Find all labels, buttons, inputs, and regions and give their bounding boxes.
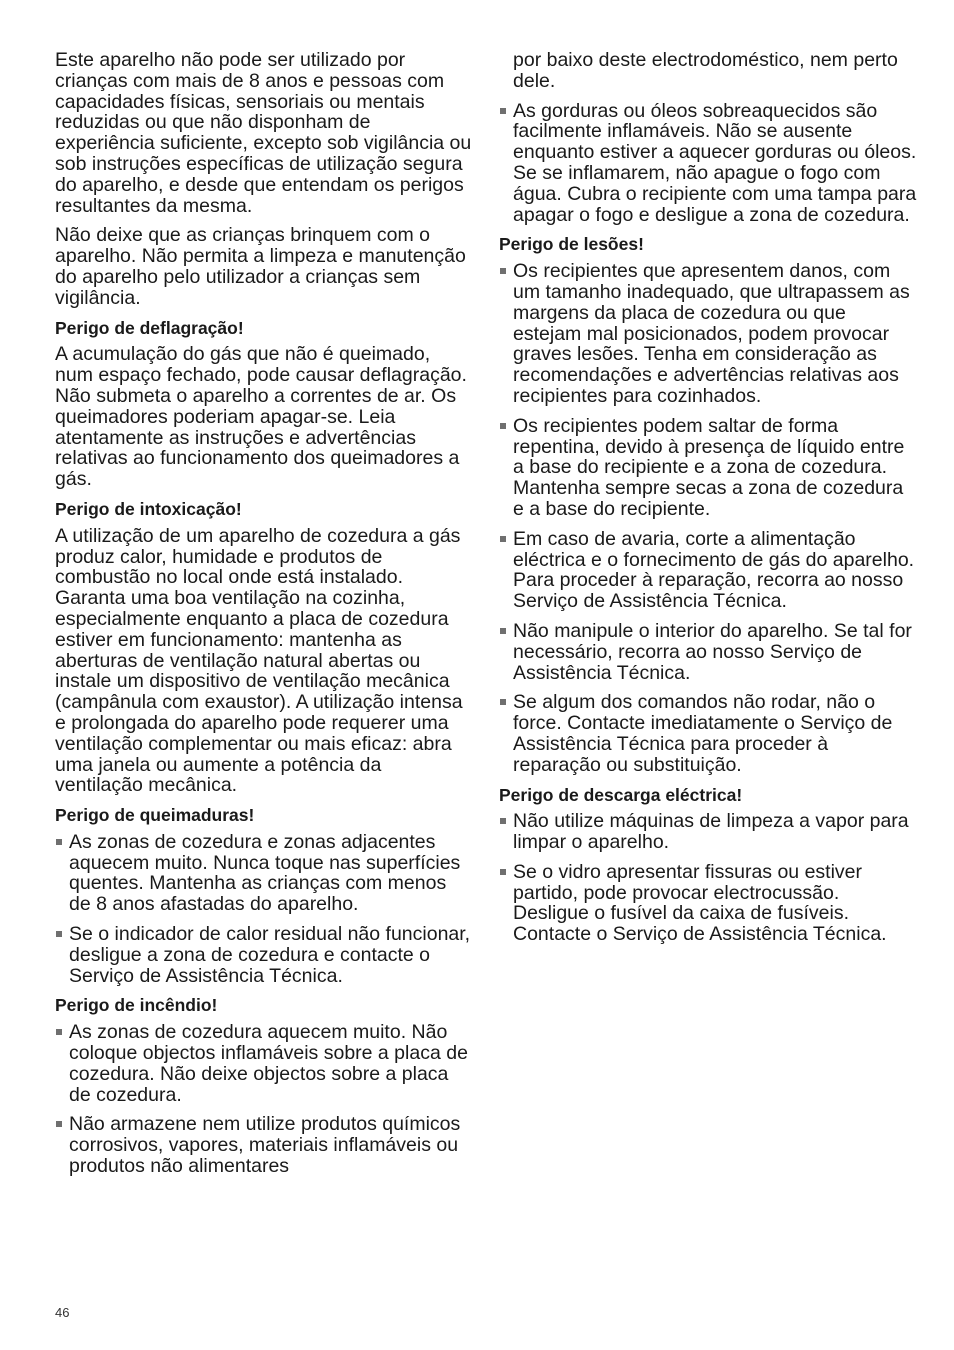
bullet-square-icon: [500, 536, 506, 542]
bullet-square-icon: [56, 1029, 62, 1035]
list-item-text: As gorduras ou óleos sobreaquecidos são facilmente inflamáveis. Não se ausente enquanto estiver a aquecer gorduras ou óleos. Se se inflamarem, não apague o fogo com água. Cubra o recipiente com uma tampa para apagar o fogo e desligue a zona de cozedura.: [513, 99, 917, 226]
bullet-square-icon: [500, 108, 506, 114]
list-item: [499, 862, 919, 945]
deflagracao-paragraph: A acumulação do gás que não é queimado, num espaço fechado, pode causar deflagração. Não submeta o aparelho a correntes de ar. Os queimadores poderiam apagar-se. Leia atentamente as instruções e advertências relativas ao funcionamento dos queimadores a gás.: [55, 343, 467, 491]
list-item: [55, 924, 473, 986]
list-item-text: Em caso de avaria, corte a alimentação eléctrica e o fornecimento de gás do aparelho. Para proceder à reparação, recorra ao nosso Serviço de Assistência Técnica.: [513, 527, 915, 613]
heading-deflagracao: Perigo de deflagração!: [55, 317, 244, 338]
right-column: [499, 50, 919, 954]
list-item: [499, 416, 919, 520]
list-item-text: Não manipule o interior do aparelho. Se tal for necessário, recorra ao nosso Serviço de Assistência Técnica.: [513, 619, 912, 684]
list-item: [55, 832, 473, 915]
bullet-square-icon: [500, 818, 506, 824]
heading-descarga-electrica: Perigo de descarga eléctrica!: [499, 784, 743, 805]
bullet-square-icon: [500, 699, 506, 705]
list-item: [499, 811, 919, 853]
bullet-square-icon: [500, 268, 506, 274]
list-item: [499, 621, 919, 683]
intro-paragraph: Este aparelho não pode ser utilizado por crianças com mais de 8 anos e pessoas com capacidades físicas, sensoriais ou mentais reduzidas ou que não disponham de experiência suficiente, excepto sob vigilância ou sob instruções específicas de utilização segura do aparelho, e desde que entendam os perigos resultantes da mesma.: [55, 49, 472, 217]
bullet-square-icon: [56, 1121, 62, 1127]
list-item: [499, 101, 919, 226]
bullet-square-icon: [500, 628, 506, 634]
list-item-text: Os recipientes que apresentem danos, com um tamanho inadequado, que ultrapassem as margens da placa de cozedura ou que estejam mal posicionados, podem provocar graves lesões. Tenha em consideração as recomendações e advertências relativas aos recipientes para cozinhados.: [513, 260, 910, 407]
list-item-text: Se o vidro apresentar fissuras ou estiver partido, pode provocar electrocussão. Desligue o fusível da caixa de fusíveis. Contacte o Serviço de Assistência Técnica.: [513, 860, 887, 946]
bullet-square-icon: [56, 839, 62, 845]
bullet-square-icon: [500, 423, 506, 429]
list-item-text: por baixo deste electrodoméstico, nem perto dele.: [513, 49, 898, 92]
intoxicacao-paragraph: A utilização de um aparelho de cozedura a gás produz calor, humidade e produtos de combustão no local onde está instalado. Garanta uma boa ventilação na cozinha, especialmente enquanto a placa de cozedura estiver em funcionamento: mantenha as aberturas de ventilação natural abertas ou instale um dispositivo de ventilação mecânica (campânula com exaustor). A utilização intensa e prolongada do aparelho pode requerer uma ventilação complementar ou mais eficaz: abra uma janela ou aumente a potência da ventilação mecânica.: [55, 524, 463, 797]
list-item-text: Não utilize máquinas de limpeza a vapor para limpar o aparelho.: [513, 810, 909, 854]
heading-queimaduras: Perigo de queimaduras!: [55, 805, 255, 826]
bullet-square-icon: [500, 869, 506, 875]
list-item-text: Se o indicador de calor residual não funcionar, desligue a zona de cozedura e contacte o Serviço de Assistência Técnica.: [69, 923, 471, 987]
list-item: [499, 692, 919, 775]
list-item-text: As zonas de cozedura aquecem muito. Não coloque objectos inflamáveis sobre a placa de cozedura. Não deixe objectos sobre a placa de cozedura.: [69, 1021, 468, 1106]
list-item-text: Os recipientes podem saltar de forma repentina, devido à presença de líquido entre a base do recipiente e a zona de cozedura. Mantenha sempre secas a zona de cozedura e a base do recipiente.: [513, 414, 905, 520]
page-number: 46: [55, 1305, 70, 1320]
intro-paragraph-2: Não deixe que as crianças brinquem com o aparelho. Não permita a limpeza e manutenção do aparelho pelo utilizador a crianças sem vigilância.: [55, 224, 466, 309]
list-item: [55, 1022, 473, 1105]
left-column: [55, 50, 473, 1186]
list-item-text: Não armazene nem utilize produtos químicos corrosivos, vapores, materiais inflamáveis ou produtos não alimentares: [69, 1113, 461, 1178]
heading-incendio: Perigo de incêndio!: [55, 995, 218, 1016]
list-item-continuation: [499, 50, 919, 92]
list-item-text: As zonas de cozedura e zonas adjacentes aquecem muito. Nunca toque nas superfícies quentes. Mantenha as crianças com menos de 8 anos afastadas do aparelho.: [69, 830, 461, 916]
list-item-text: Se algum dos comandos não rodar, não o force. Contacte imediatamente o Serviço de Assistência Técnica para proceder à reparação ou substituição.: [513, 691, 893, 776]
bullet-square-icon: [56, 931, 62, 937]
list-item: [499, 261, 919, 407]
heading-intoxicacao: Perigo de intoxicação!: [55, 498, 242, 519]
heading-lesoes: Perigo de lesões!: [499, 234, 644, 255]
list-item: [499, 529, 919, 612]
list-item: [55, 1114, 473, 1176]
